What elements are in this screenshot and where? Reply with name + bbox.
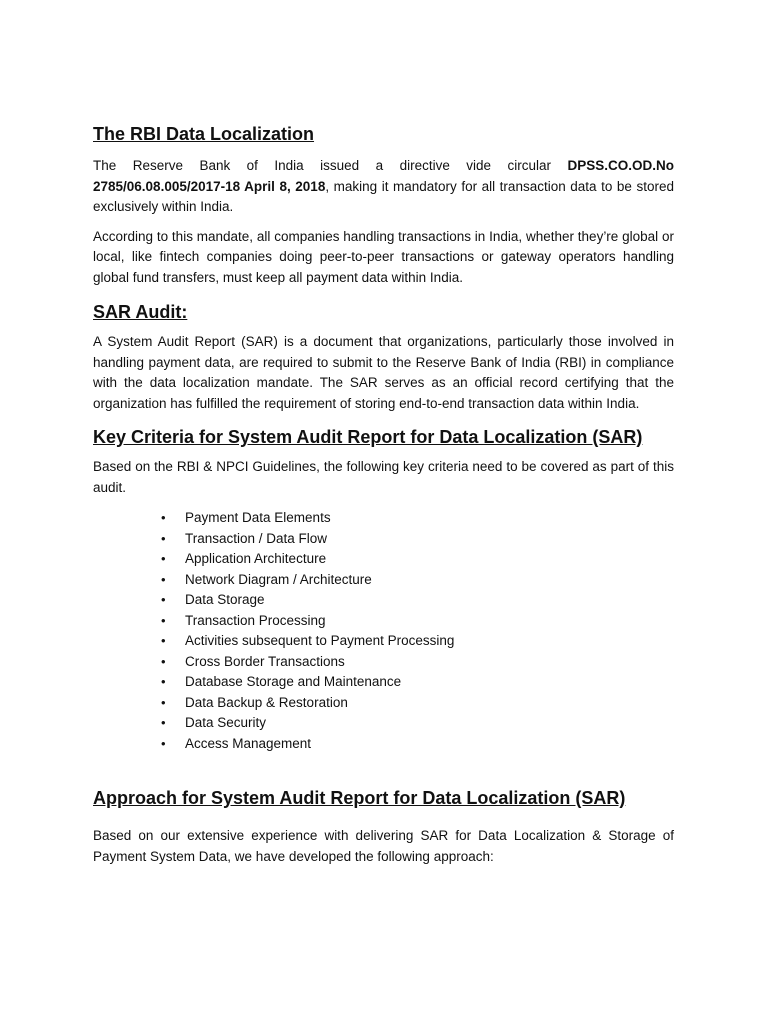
list-item	[161, 611, 674, 632]
list-item	[161, 652, 674, 673]
key-criteria-list	[93, 508, 674, 754]
list-item-label: Cross Border Transactions	[185, 653, 345, 669]
bullet-icon: •	[161, 530, 166, 546]
approach-paragraph: Based on our extensive experience with delivering SAR for Data Localization & Storage of Payment System Data, we have developed the following approach:	[93, 828, 674, 864]
list-item	[161, 570, 674, 591]
list-item	[161, 734, 674, 755]
list-item-label: Network Diagram / Architecture	[185, 571, 372, 587]
list-item-label: Database Storage and Maintenance	[185, 674, 402, 689]
sar-paragraph: A System Audit Report (SAR) is a document that organizations, particularly those involved in handling payment data, are required to submit to the Reserve Bank of India (RBI) in compliance with the data localization mandate. The SAR serves as an official record certifying that the organization has fulfilled the requirement of storing end-to-end transaction data within India.	[93, 334, 674, 411]
bullet-icon: •	[161, 694, 166, 710]
list-item	[161, 508, 674, 529]
list-item-label: Access Management	[185, 735, 312, 751]
bullet-icon: •	[161, 612, 166, 628]
bullet-icon: •	[161, 551, 166, 566]
list-item-label: Transaction Processing	[185, 612, 326, 628]
list-item-label: Transaction / Data Flow	[185, 530, 328, 546]
list-item	[161, 713, 674, 734]
heading-sar-audit: SAR Audit:	[93, 302, 188, 322]
rbi-paragraph-1-rest: , making it mandatory for all transaction data to be stored exclusively within India.	[93, 178, 674, 214]
list-item	[161, 672, 674, 693]
list-item	[161, 631, 674, 652]
bullet-icon: •	[161, 735, 166, 751]
list-item	[161, 590, 674, 611]
bullet-icon: •	[161, 715, 166, 730]
rbi-paragraph-1-intro: The Reserve Bank of India issued a directive vide circular	[93, 158, 568, 173]
heading-approach: Approach for System Audit Report for Data Localization (SAR)	[93, 788, 626, 808]
bullet-icon: •	[161, 653, 166, 669]
bullet-icon: •	[161, 571, 166, 587]
list-item	[161, 693, 674, 714]
list-item	[161, 529, 674, 550]
heading-rbi-data-localization: The RBI Data Localization	[93, 124, 315, 144]
list-item-label: Activities subsequent to Payment Processing	[185, 633, 455, 648]
bullet-icon: •	[161, 510, 166, 525]
list-item	[161, 549, 674, 570]
rbi-paragraph-2: According to this mandate, all companies handling transactions in India, whether they’re global or local, like fintech companies doing peer-to-peer transactions or gateway operators handling global fund transfers, must keep all payment data within India.	[93, 228, 674, 285]
circular-reference: DPSS.CO.OD.No 2785/06.08.005/2017-18 April 8, 2018	[93, 158, 674, 194]
document-page	[93, 120, 674, 876]
list-item-label: Data Backup & Restoration	[185, 694, 348, 710]
bullet-icon: •	[161, 674, 166, 689]
list-item-label: Data Security	[185, 715, 267, 730]
bullet-icon: •	[161, 592, 166, 607]
list-item-label: Data Storage	[185, 592, 265, 607]
rbi-paragraph-1	[93, 156, 674, 218]
list-item-label: Application Architecture	[185, 551, 327, 566]
list-item-label: Payment Data Elements	[185, 510, 331, 525]
bullet-icon: •	[161, 633, 166, 648]
key-criteria-intro: Based on the RBI & NPCI Guidelines, the following key criteria need to be covered as part of this audit.	[93, 459, 674, 495]
heading-key-criteria: Key Criteria for System Audit Report for Data Localization (SAR)	[93, 427, 643, 447]
